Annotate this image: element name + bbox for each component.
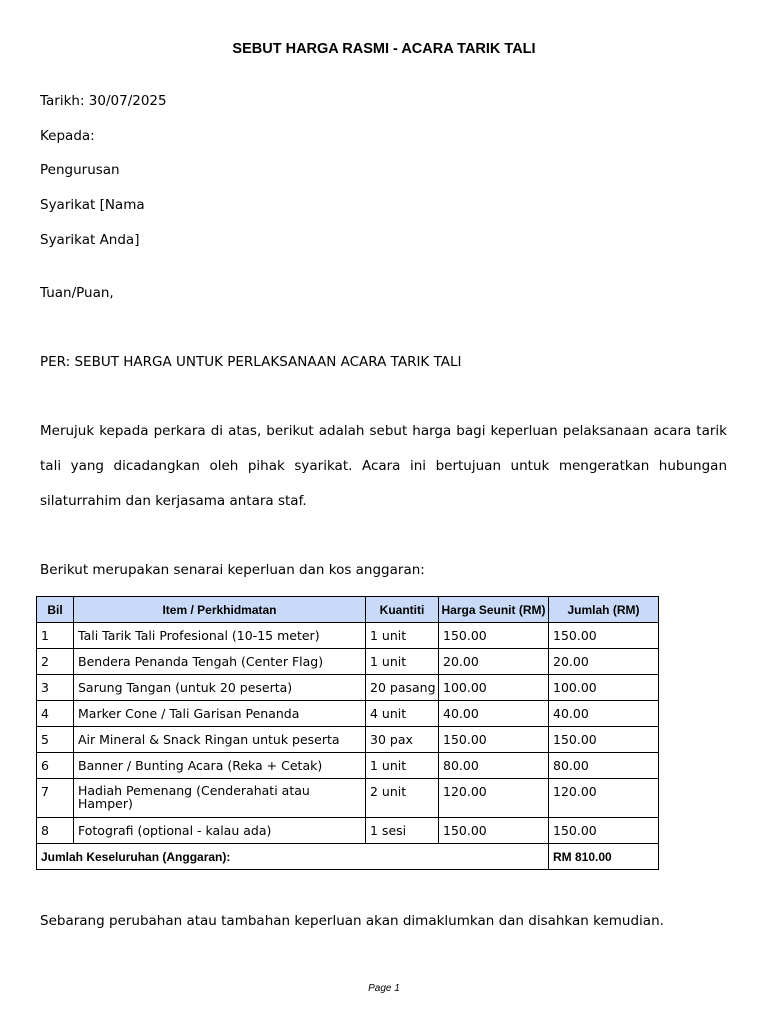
- cell-bil: 7: [37, 779, 74, 818]
- cell-total: 20.00: [549, 649, 659, 675]
- cell-bil: 8: [37, 818, 74, 844]
- table-row: [37, 753, 659, 779]
- table-row: [37, 649, 659, 675]
- cell-quantity: 2 unit: [366, 779, 439, 818]
- budget-table: [36, 596, 659, 870]
- cell-unit-price: 100.00: [439, 675, 549, 701]
- header-unit-price: Harga Seunit (RM): [439, 597, 549, 623]
- table-row: [37, 727, 659, 753]
- cell-item: Sarung Tangan (untuk 20 peserta): [74, 675, 366, 701]
- cell-total: 150.00: [549, 727, 659, 753]
- cell-total: 100.00: [549, 675, 659, 701]
- table-row: [37, 701, 659, 727]
- intro-paragraph: Merujuk kepada perkara di atas, berikut adalah sebut harga bagi keperluan pelaksanaan acara tarik tali yang dicadangkan oleh pihak syarikat. Acara ini bertujuan untuk mengeratkan hubungan silaturrahim dan kerjasama antara staf.: [40, 423, 727, 509]
- table-row: [37, 818, 659, 844]
- cell-total: 150.00: [549, 818, 659, 844]
- cell-total: 40.00: [549, 701, 659, 727]
- to-label: Kepada:: [40, 128, 95, 144]
- cell-unit-price: 80.00: [439, 753, 549, 779]
- table-row: [37, 779, 659, 818]
- cell-total: 120.00: [549, 779, 659, 818]
- cell-unit-price: 40.00: [439, 701, 549, 727]
- header-bil: Bil: [37, 597, 74, 623]
- recipient-line-1: Pengurusan: [40, 162, 120, 178]
- cell-bil: 5: [37, 727, 74, 753]
- cell-unit-price: 150.00: [439, 623, 549, 649]
- table-row: [37, 623, 659, 649]
- subject-line: PER: SEBUT HARGA UNTUK PERLAKSANAAN ACARA TARIK TALI: [40, 354, 462, 370]
- cell-item: Bendera Penanda Tengah (Center Flag): [74, 649, 366, 675]
- page-number: Page 1: [368, 983, 400, 994]
- cell-quantity: 1 sesi: [366, 818, 439, 844]
- cell-total: 80.00: [549, 753, 659, 779]
- cell-item: Banner / Bunting Acara (Reka + Cetak): [74, 753, 366, 779]
- total-value: RM 810.00: [549, 844, 659, 870]
- cell-unit-price: 120.00: [439, 779, 549, 818]
- total-label: Jumlah Keseluruhan (Anggaran):: [37, 844, 549, 870]
- cell-unit-price: 20.00: [439, 649, 549, 675]
- cell-total: 150.00: [549, 623, 659, 649]
- cell-quantity: 1 unit: [366, 623, 439, 649]
- cell-bil: 4: [37, 701, 74, 727]
- header-item: Item / Perkhidmatan: [74, 597, 366, 623]
- document-title: SEBUT HARGA RASMI - ACARA TARIK TALI: [232, 41, 536, 57]
- header-quantity: Kuantiti: [366, 597, 439, 623]
- table-row: [37, 675, 659, 701]
- cell-quantity: 1 unit: [366, 649, 439, 675]
- list-intro: Berikut merupakan senarai keperluan dan kos anggaran:: [40, 562, 425, 578]
- header-total: Jumlah (RM): [549, 597, 659, 623]
- table-total-row: [37, 844, 659, 870]
- recipient-line-2: Syarikat [Nama: [40, 197, 145, 213]
- cell-quantity: 4 unit: [366, 701, 439, 727]
- cell-unit-price: 150.00: [439, 818, 549, 844]
- cell-bil: 6: [37, 753, 74, 779]
- closing-note: Sebarang perubahan atau tambahan keperluan akan dimaklumkan dan disahkan kemudian.: [40, 913, 664, 929]
- date-line: Tarikh: 30/07/2025: [40, 93, 167, 109]
- table-header-row: [37, 597, 659, 623]
- cell-quantity: 1 unit: [366, 753, 439, 779]
- cell-item: Air Mineral & Snack Ringan untuk peserta: [74, 727, 366, 753]
- cell-item: Marker Cone / Tali Garisan Penanda: [74, 701, 366, 727]
- cell-item: Fotografi (optional - kalau ada): [74, 818, 366, 844]
- cell-bil: 1: [37, 623, 74, 649]
- cell-bil: 2: [37, 649, 74, 675]
- cell-unit-price: 150.00: [439, 727, 549, 753]
- cell-quantity: 30 pax: [366, 727, 439, 753]
- salutation: Tuan/Puan,: [40, 285, 114, 301]
- cell-item: Hadiah Pemenang (Cenderahati atau Hamper): [74, 779, 366, 818]
- cell-quantity: 20 pasang: [366, 675, 439, 701]
- cell-item: Tali Tarik Tali Profesional (10-15 meter): [74, 623, 366, 649]
- cell-bil: 3: [37, 675, 74, 701]
- recipient-line-3: Syarikat Anda]: [40, 232, 140, 248]
